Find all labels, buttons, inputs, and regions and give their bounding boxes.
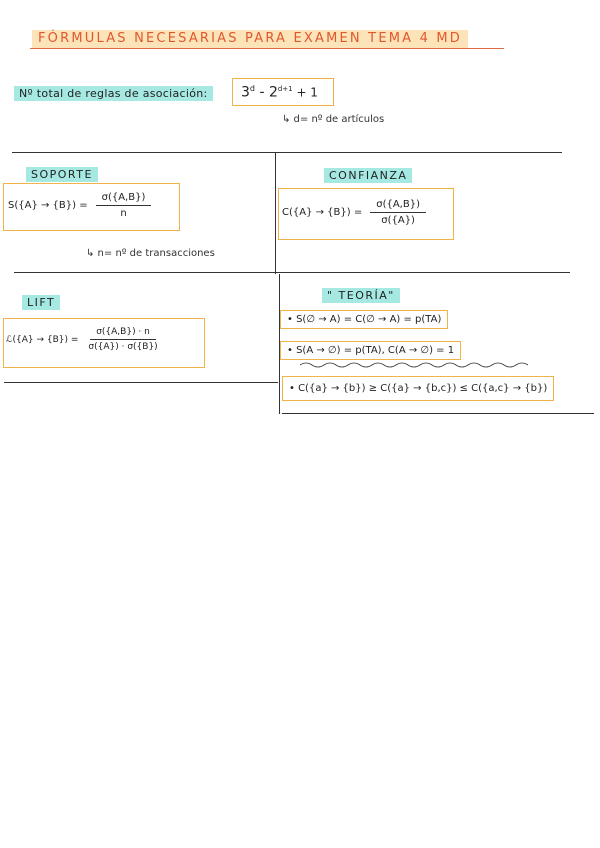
teoria-item-3: • C({a} → {b}) ≥ C({a} → {b,c}) ≤ C({a,c} → {b})	[282, 376, 554, 401]
divider-bottom-left	[4, 382, 278, 383]
soporte-denominator: n	[120, 208, 127, 219]
teoria-item-2: • S(A → ∅) = p(TA), C(A → ∅) = 1	[280, 341, 461, 360]
soporte-numerator: σ({A,B})	[96, 192, 152, 206]
divider-middle	[14, 272, 570, 273]
soporte-lhs: S({A} → {B}) =	[8, 200, 88, 211]
teoria-item-1: • S(∅ → A) = C(∅ → A) = p(TA)	[280, 310, 448, 329]
teoria-squiggle-underline	[300, 360, 532, 370]
title-underline	[30, 48, 504, 49]
formula-exp-d: d	[249, 84, 255, 93]
soporte-formula-box	[3, 183, 180, 231]
soporte-fraction	[96, 192, 152, 219]
lift-lhs: ℒ({A} → {B}) =	[6, 334, 79, 345]
lift-formula	[6, 327, 164, 352]
page-title: FÓRMULAS NECESARIAS PARA EXAMEN TEMA 4 MD	[32, 30, 468, 48]
soporte-label: SOPORTE	[26, 167, 98, 182]
formula-mid: - 2	[255, 84, 278, 101]
formula-exp-d1: d+1	[277, 85, 293, 93]
formula-tail: + 1	[292, 85, 318, 100]
confianza-formula	[282, 199, 426, 226]
rules-total-formula	[241, 84, 318, 101]
confianza-denominator: σ({A})	[381, 215, 415, 226]
lift-formula-box	[3, 318, 205, 368]
confianza-fraction	[370, 199, 426, 226]
rules-total-formula-box	[232, 78, 334, 106]
confianza-lhs: C({A} → {B}) =	[282, 207, 363, 218]
divider-top	[12, 152, 562, 153]
soporte-note: ↳ n= nº de transacciones	[86, 248, 215, 259]
divider-vertical-upper	[275, 152, 276, 274]
lift-fraction	[82, 327, 163, 352]
lift-denominator: σ({A}) · σ({B})	[88, 342, 158, 352]
soporte-formula	[8, 192, 151, 219]
confianza-label: CONFIANZA	[324, 168, 412, 183]
rules-total-note: ↳ d= nº de artículos	[282, 114, 385, 125]
confianza-formula-box	[278, 188, 454, 240]
divider-bottom-right	[282, 413, 594, 414]
teoria-label: " TEORÍA"	[322, 288, 400, 303]
lift-label: LIFT	[22, 295, 60, 310]
lift-numerator: σ({A,B}) · n	[90, 327, 156, 340]
confianza-numerator: σ({A,B})	[370, 199, 426, 213]
rules-total-label: Nº total de reglas de asociación:	[14, 86, 213, 101]
formula-base: 3	[241, 84, 250, 101]
